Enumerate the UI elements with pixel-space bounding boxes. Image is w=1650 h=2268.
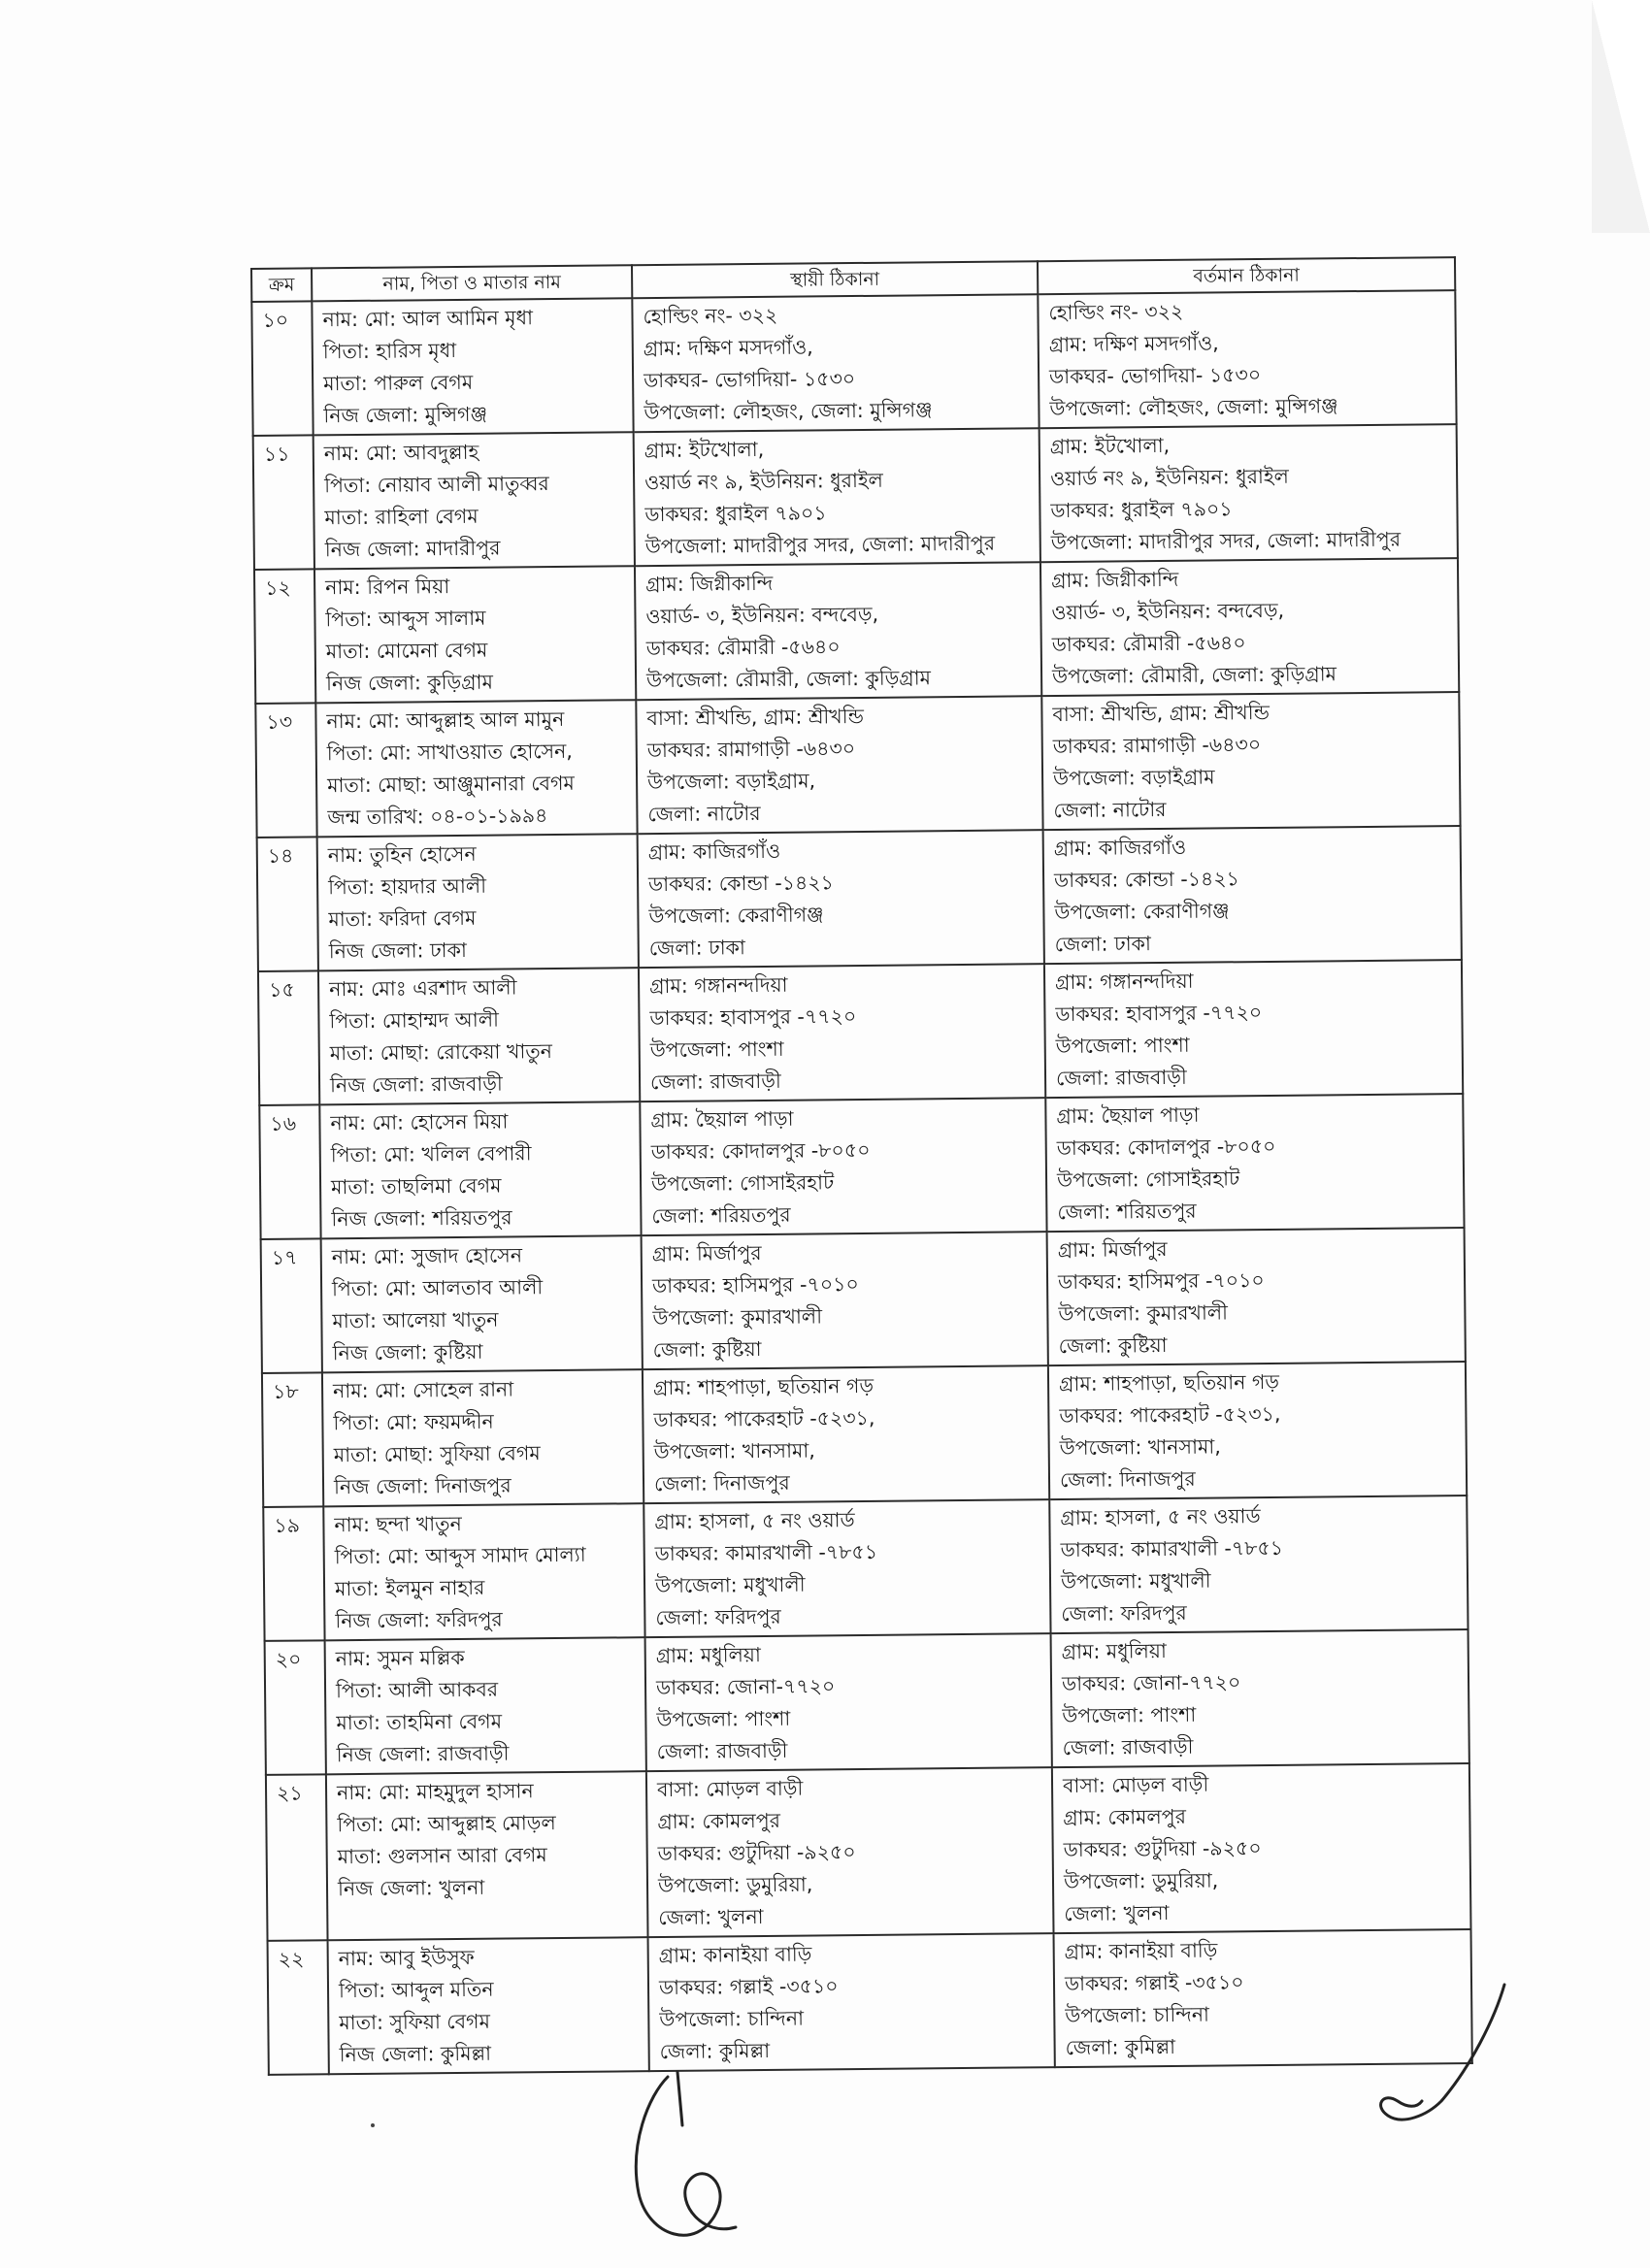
cell-permanent-address xyxy=(648,1933,1055,2071)
cell-name-line: নিজ জেলা: কুমিল্লা xyxy=(339,2041,492,2067)
cell-permanent-address-line: ডাকঘর: জোনা-৭৭২০ xyxy=(655,1674,836,1700)
cell-current-address xyxy=(1044,960,1463,1098)
cell-current-address-line: ওয়ার্ড- ৩, ইউনিয়ন: বন্দবেড়, xyxy=(1051,598,1285,625)
cell-permanent-address-line: জেলা: দিনাজপুর xyxy=(653,1470,790,1496)
cell-permanent-address xyxy=(642,1232,1048,1369)
cell-current-address-line: ডাকঘর: রামাগাড়ী -৬৪৩০ xyxy=(1052,733,1262,759)
cell-name-line: নিজ জেলা: শরিয়তপুর xyxy=(331,1205,512,1232)
table-row xyxy=(263,1496,1468,1641)
cell-name-line: নাম: মো: আল আমিন মৃধা xyxy=(322,306,534,332)
cell-name-line: মাতা: ইলমুন নাহার xyxy=(334,1575,485,1601)
cell-permanent-address-line: হোল্ডিং নং- ৩২২ xyxy=(643,303,778,329)
cell-permanent-address xyxy=(640,1098,1046,1235)
cell-current-address-line: জেলা: শরিয়তপুর xyxy=(1057,1199,1197,1225)
signature-left xyxy=(610,2067,765,2261)
cell-name-line: মাতা: ফরিদা বেগম xyxy=(328,905,477,932)
cell-permanent-address-line: গ্রাম: ছৈয়াল পাড়া xyxy=(650,1106,794,1133)
row-serial: ১৪ xyxy=(257,837,318,971)
table-row xyxy=(261,1228,1466,1373)
cell-current-address xyxy=(1051,1629,1469,1767)
page-fold-corner xyxy=(1592,0,1650,233)
cell-current-address-line: জেলা: রাজবাড়ী xyxy=(1062,1734,1194,1760)
cell-current-address-line: উপজেলা: লৌহজং, জেলা: মুন্সিগঞ্জ xyxy=(1049,394,1338,421)
cell-current-address xyxy=(1048,1362,1467,1499)
cell-permanent-address-line: জেলা: শরিয়তপুর xyxy=(651,1202,791,1229)
cell-name xyxy=(315,700,637,837)
cell-permanent-address-line: উপজেলা: পাংশা xyxy=(656,1706,791,1732)
cell-name-line: পিতা: নোয়াব আলী মাতুব্বর xyxy=(324,472,549,498)
cell-name-line: মাতা: সুফিয়া বেগম xyxy=(339,2009,491,2035)
cell-current-address-line: বাসা: শ্রীখন্ডি, গ্রাম: শ্রীখন্ডি xyxy=(1052,700,1270,727)
cell-name-line: নাম: মোঃ এরশাদ আলী xyxy=(329,975,517,1002)
cell-permanent-address-line: উপজেলা: মাদারীপুর সদর, জেলা: মাদারীপুর xyxy=(644,531,996,559)
table-row xyxy=(255,692,1460,838)
cell-current-address-line: জেলা: দিনাজপুর xyxy=(1059,1466,1196,1493)
cell-permanent-address-line: উপজেলা: ডুমুরিয়া, xyxy=(657,1872,813,1898)
cell-permanent-address xyxy=(639,964,1045,1101)
cell-current-address xyxy=(1041,692,1460,830)
cell-permanent-address-line: ডাকঘর: গুটুদিয়া -৯২৫০ xyxy=(657,1840,856,1866)
cell-permanent-address-line: উপজেলা: খানসামা, xyxy=(653,1438,815,1464)
cell-current-address-line: জেলা: ফরিদপুর xyxy=(1061,1600,1187,1627)
cell-current-address-line: ডাকঘর: ধুরাইল ৭৯০১ xyxy=(1050,497,1233,523)
cell-name-line: পিতা: হায়দার আলী xyxy=(328,873,487,900)
cell-name-line: নাম: মো: মাহমুদুল হাসান xyxy=(336,1779,534,1805)
cell-permanent-address-line: ডাকঘর- ভোগদিয়া- ১৫৩০ xyxy=(644,367,856,393)
cell-current-address xyxy=(1038,290,1456,428)
cell-name-line: মাতা: আলেয়া খাতুন xyxy=(332,1307,499,1333)
cell-current-address-line: ডাকঘর: কোন্ডা -১৪২১ xyxy=(1053,867,1240,893)
table-row xyxy=(266,1763,1471,1941)
cell-current-address-line: গ্রাম: ছৈয়াল পাড়া xyxy=(1056,1102,1200,1129)
cell-name-line: পিতা: মো: ফয়মদ্দীন xyxy=(333,1409,494,1435)
cell-name xyxy=(321,1235,643,1372)
cell-permanent-address-line: ডাকঘর: গল্লাই -৩৫১০ xyxy=(658,1974,839,2000)
cell-name-line: নাম: মো: সোহেল রানা xyxy=(332,1377,514,1403)
cell-current-address xyxy=(1052,1763,1471,1933)
cell-name-line: মাতা: তাছলিমা বেগম xyxy=(330,1173,502,1200)
header-name: নাম, পিতা ও মাতার নাম xyxy=(312,265,632,301)
cell-permanent-address-line: উপজেলা: চান্দিনা xyxy=(659,2006,805,2032)
cell-permanent-address-line: উপজেলা: লৌহজং, জেলা: মুন্সিগঞ্জ xyxy=(644,398,933,425)
row-serial: ১৮ xyxy=(262,1372,323,1507)
cell-name xyxy=(319,1101,641,1238)
cell-permanent-address-line: উপজেলা: কেরাণীগঞ্জ xyxy=(648,903,824,929)
cell-name-line: পিতা: মো: আব্দুস সামাদ মোল্যা xyxy=(334,1542,586,1569)
cell-current-address-line: উপজেলা: ডুমুরিয়া, xyxy=(1063,1868,1219,1894)
row-serial: ২০ xyxy=(265,1640,326,1775)
cell-name-line: মাতা: রাহিলা বেগম xyxy=(324,504,478,530)
cell-permanent-address-line: গ্রাম: হাসলা, ৫ নং ওয়ার্ড xyxy=(654,1508,855,1534)
cell-name-line: জন্ম তারিখ: ০৪-০১-১৯৯৪ xyxy=(327,804,548,830)
cell-name-line: নাম: মো: হোসেন মিয়া xyxy=(330,1109,509,1135)
cell-permanent-address-line: বাসা: মোড়ল বাড়ী xyxy=(656,1776,804,1802)
cell-name-line: নিজ জেলা: ঢাকা xyxy=(328,937,467,964)
table-row xyxy=(253,424,1458,570)
cell-current-address-line: উপজেলা: কেরাণীগঞ্জ xyxy=(1054,899,1230,925)
row-serial: ১২ xyxy=(254,569,315,704)
cell-current-address-line: গ্রাম: শাহপাড়া, ছতিয়ান গড় xyxy=(1058,1369,1280,1397)
cell-permanent-address-line: উপজেলা: বড়াইগ্রাম, xyxy=(646,769,816,795)
cell-permanent-address-line: ডাকঘর: রৌমারী -৫৬৪০ xyxy=(645,635,841,661)
cell-current-address-line: গ্রাম: কোমলপুর xyxy=(1063,1804,1187,1830)
cell-name-line: মাতা: মোছা: আঞ্জুমানারা বেগম xyxy=(327,771,575,798)
cell-name-line: নাম: ছন্দা খাতুন xyxy=(334,1511,462,1537)
cell-permanent-address-line: জেলা: ঢাকা xyxy=(648,936,746,961)
cell-permanent-address-line: ডাকঘর: পাকেরহাট -৫২৩১, xyxy=(653,1405,875,1432)
cell-name-line: পিতা: হারিস মৃধা xyxy=(322,338,457,364)
cell-name-line: মাতা: তাহমিনা বেগম xyxy=(336,1709,503,1735)
cell-permanent-address-line: উপজেলা: কুমারখালী xyxy=(652,1304,823,1331)
cell-current-address-line: উপজেলা: পাংশা xyxy=(1055,1033,1190,1059)
cell-permanent-address-line: জেলা: রাজবাড়ী xyxy=(649,1068,781,1095)
cell-name-line: নাম: মো: আব্দুল্লাহ আল মামুন xyxy=(326,707,565,734)
table-row xyxy=(258,960,1463,1105)
cell-current-address-line: জেলা: কুমিল্লা xyxy=(1065,2034,1176,2060)
cell-permanent-address-line: জেলা: নাটোর xyxy=(647,801,761,827)
cell-name-line: নিজ জেলা: কুড়িগ্রাম xyxy=(325,670,494,696)
cell-name-line: পিতা: মো: খলিল বেপারী xyxy=(330,1141,532,1167)
cell-name xyxy=(318,968,640,1104)
cell-permanent-address-line: জেলা: ফরিদপুর xyxy=(655,1604,781,1630)
cell-current-address-line: উপজেলা: রৌমারী, জেলা: কুড়িগ্রাম xyxy=(1051,662,1337,689)
cell-permanent-address-line: বাসা: শ্রীখন্ডি, গ্রাম: শ্রীখন্ডি xyxy=(646,704,865,731)
cell-permanent-address-line: ডাকঘর: ধুরাইল ৭৯০১ xyxy=(644,501,827,527)
cell-permanent-address-line: জেলা: রাজবাড়ী xyxy=(656,1738,788,1764)
cell-permanent-address xyxy=(643,1365,1049,1503)
cell-permanent-address-line: ডাকঘর: কোন্ডা -১৪২১ xyxy=(648,871,835,897)
cell-current-address-line: ডাকঘর- ভোগদিয়া- ১৫৩০ xyxy=(1048,363,1262,389)
cell-current-address xyxy=(1049,1496,1468,1633)
cell-current-address-line: উপজেলা: চান্দিনা xyxy=(1065,2002,1210,2028)
row-serial: ১৩ xyxy=(255,703,316,838)
cell-current-address-line: ডাকঘর: রৌমারী -৫৬৪০ xyxy=(1051,631,1246,657)
cell-current-address-line: গ্রাম: জিগ্নীকান্দি xyxy=(1051,567,1179,593)
cell-current-address-line: ডাকঘর: জোনা-৭৭২০ xyxy=(1061,1670,1241,1696)
cell-current-address-line: উপজেলা: খানসামা, xyxy=(1059,1434,1221,1461)
cell-name xyxy=(317,834,639,970)
cell-permanent-address xyxy=(636,696,1042,834)
cell-current-address xyxy=(1043,826,1462,964)
cell-current-address-line: গ্রাম: ইটখোলা, xyxy=(1049,433,1171,459)
cell-permanent-address-line: উপজেলা: গোসাইরহাট xyxy=(650,1170,835,1197)
cell-name-line: নাম: সুমন মল্লিক xyxy=(335,1645,465,1671)
cell-name-line: পিতা: মো: সাখাওয়াত হোসেন, xyxy=(326,739,573,766)
table-row xyxy=(262,1362,1467,1507)
cell-permanent-address-line: উপজেলা: রৌমারী, জেলা: কুড়িগ্রাম xyxy=(645,666,932,693)
cell-name-line: মাতা: মোমেনা বেগম xyxy=(325,638,488,664)
cell-name xyxy=(312,298,633,435)
cell-permanent-address-line: ডাকঘর: কোদালপুর -৮০৫০ xyxy=(650,1137,871,1165)
cell-permanent-address xyxy=(634,428,1040,566)
table-body xyxy=(251,290,1471,2075)
row-serial: ১০ xyxy=(251,301,313,436)
cell-name-line: পিতা: মোহাম্মদ আলী xyxy=(329,1007,500,1034)
cell-current-address-line: বাসা: মোড়ল বাড়ী xyxy=(1062,1772,1209,1798)
header-permanent-address: স্থায়ী ঠিকানা xyxy=(632,261,1038,298)
cell-current-address-line: উপজেলা: গোসাইরহাট xyxy=(1056,1167,1240,1193)
table-row xyxy=(268,1929,1472,2075)
row-serial: ১১ xyxy=(253,435,314,570)
cell-current-address-line: ডাকঘর: কামারখালী -৭৮৫১ xyxy=(1060,1535,1284,1562)
row-serial: ২২ xyxy=(268,1940,329,2075)
cell-permanent-address-line: গ্রাম: দক্ষিণ মসদগাঁও, xyxy=(643,335,813,361)
cell-permanent-address-line: গ্রাম: কানাইয়া বাড়ি xyxy=(658,1942,812,1968)
cell-name-line: নাম: মো: আবদুল্লাহ xyxy=(323,440,479,466)
cell-permanent-address-line: গ্রাম: জিগ্নীকান্দি xyxy=(645,571,774,597)
cell-current-address xyxy=(1045,1094,1464,1232)
cell-permanent-address-line: জেলা: কুমিল্লা xyxy=(659,2038,771,2064)
cell-current-address-line: ডাকঘর: গল্লাই -৩৫১০ xyxy=(1064,1970,1244,1996)
cell-current-address-line: জেলা: কুষ্টিয়া xyxy=(1058,1332,1168,1359)
cell-current-address xyxy=(1040,558,1459,696)
cell-current-address-line: উপজেলা: বড়াইগ্রাম xyxy=(1052,765,1215,791)
cell-name xyxy=(326,1771,648,1940)
cell-permanent-address-line: ওয়ার্ড- ৩, ইউনিয়ন: বন্দবেড়, xyxy=(645,602,879,629)
cell-name-line: পিতা: আব্দুল মতিন xyxy=(338,1977,494,2003)
cell-permanent-address-line: গ্রাম: শাহপাড়া, ছতিয়ান গড় xyxy=(652,1373,874,1400)
table-row xyxy=(251,290,1456,436)
cell-current-address-line: গ্রাম: গঙ্গানন্দদিয়া xyxy=(1054,969,1194,995)
table-row xyxy=(259,1094,1464,1239)
cell-name-line: পিতা: মো: আব্দুল্লাহ মোড়ল xyxy=(337,1811,556,1837)
cell-name xyxy=(314,566,636,703)
cell-name-line: পিতা: মো: আলতাব আলী xyxy=(331,1275,544,1301)
cell-name-line: নাম: আবু ইউসুফ xyxy=(338,1945,475,1971)
cell-current-address-line: ডাকঘর: পাকেরহাট -৫২৩১, xyxy=(1059,1401,1281,1429)
cell-permanent-address-line: গ্রাম: গঙ্গানন্দদিয়া xyxy=(649,972,788,999)
cell-permanent-address xyxy=(644,1499,1050,1637)
cell-name-line: নিজ জেলা: মাদারীপুর xyxy=(324,536,501,562)
header-current-address: বর্তমান ঠিকানা xyxy=(1038,257,1455,294)
cell-permanent-address-line: ডাকঘর: হাসিমপুর -৭০১০ xyxy=(651,1272,859,1298)
cell-current-address-line: গ্রাম: মধুলিয়া xyxy=(1061,1639,1167,1664)
cell-current-address xyxy=(1047,1228,1466,1365)
cell-permanent-address xyxy=(646,1767,1054,1937)
cell-permanent-address-line: ডাকঘর: রামাগাড়ী -৬৪৩০ xyxy=(646,737,856,763)
cell-current-address-line: জেলা: খুলনা xyxy=(1064,1900,1170,1926)
cell-name-line: মাতা: মোছা: রোকেয়া খাতুন xyxy=(329,1039,553,1066)
cell-current-address-line: ডাকঘর: হাসিমপুর -৭০১০ xyxy=(1057,1268,1265,1295)
cell-current-address-line: ডাকঘর: হাবাসপুর -৭৭২০ xyxy=(1055,1001,1263,1027)
cell-name-line: নাম: তুহিন হোসেন xyxy=(327,841,477,868)
cell-name-line: নাম: মো: সুজাদ হোসেন xyxy=(331,1243,523,1269)
row-serial: ২১ xyxy=(266,1774,328,1941)
cell-current-address-line: উপজেলা: মধুখালী xyxy=(1060,1568,1211,1594)
applicant-table xyxy=(250,256,1473,2076)
cell-name-line: পিতা: আব্দুস সালাম xyxy=(325,606,486,632)
stray-mark xyxy=(371,2123,375,2127)
cell-permanent-address-line: গ্রাম: মির্জাপুর xyxy=(651,1240,762,1266)
cell-current-address-line: ওয়ার্ড নং ৯, ইউনিয়ন: ধুরাইল xyxy=(1050,464,1289,491)
cell-current-address-line: গ্রাম: হাসলা, ৫ নং ওয়ার্ড xyxy=(1060,1504,1261,1530)
header-serial: ক্রম xyxy=(251,268,312,302)
cell-permanent-address xyxy=(638,830,1044,968)
cell-name-line: নিজ জেলা: ফরিদপুর xyxy=(335,1607,503,1633)
cell-permanent-address-line: গ্রাম: মধুলিয়া xyxy=(655,1643,761,1668)
cell-permanent-address-line: গ্রাম: ইটখোলা, xyxy=(644,437,765,463)
cell-current-address-line: জেলা: ঢাকা xyxy=(1054,932,1151,957)
cell-current-address-line: গ্রাম: কানাইয়া বাড়ি xyxy=(1064,1938,1218,1964)
cell-name-line: নিজ জেলা: রাজবাড়ী xyxy=(336,1741,510,1767)
cell-name-line: মাতা: গুলসান আরা বেগম xyxy=(337,1843,547,1869)
cell-name xyxy=(328,1937,649,2074)
cell-current-address-line: জেলা: রাজবাড়ী xyxy=(1055,1065,1187,1091)
cell-name xyxy=(314,432,635,569)
cell-current-address-line: হোল্ডিং নং- ৩২২ xyxy=(1048,299,1184,325)
cell-name-line: নিজ জেলা: মুন্সিগঞ্জ xyxy=(323,402,488,428)
cell-permanent-address-line: গ্রাম: কোমলপুর xyxy=(657,1808,781,1834)
cell-name-line: মাতা: মোছা: সুফিয়া বেগম xyxy=(333,1441,541,1467)
cell-current-address-line: গ্রাম: কাজিরগাঁও xyxy=(1053,835,1187,861)
cell-name-line: নিজ জেলা: রাজবাড়ী xyxy=(329,1071,503,1098)
cell-current-address-line: জেলা: নাটোর xyxy=(1053,797,1167,823)
cell-permanent-address-line: ওয়ার্ড নং ৯, ইউনিয়ন: ধুরাইল xyxy=(644,468,883,495)
cell-current-address-line: ডাকঘর: কোদালপুর -৮০৫০ xyxy=(1056,1134,1276,1161)
row-serial: ১৬ xyxy=(259,1104,320,1239)
cell-permanent-address xyxy=(645,1633,1052,1771)
cell-name-line: পিতা: আলী আকবর xyxy=(335,1677,499,1703)
row-serial: ১৯ xyxy=(263,1506,324,1641)
cell-name-line: মাতা: পারুল বেগম xyxy=(323,370,474,396)
cell-permanent-address-line: ডাকঘর: হাবাসপুর -৭৭২০ xyxy=(649,1004,857,1031)
cell-name-line: নাম: রিপন মিয়া xyxy=(325,575,450,600)
cell-permanent-address-line: উপজেলা: মধুখালী xyxy=(654,1572,806,1598)
cell-name xyxy=(322,1369,644,1506)
cell-name-line: নিজ জেলা: দিনাজপুর xyxy=(333,1473,512,1499)
cell-current-address-line: ডাকঘর: গুটুদিয়া -৯২৫০ xyxy=(1063,1836,1262,1862)
cell-name xyxy=(323,1503,644,1640)
cell-name-line: নিজ জেলা: খুলনা xyxy=(337,1875,485,1901)
cell-permanent-address xyxy=(635,562,1041,700)
table-row xyxy=(257,826,1462,971)
cell-permanent-address-line: উপজেলা: পাংশা xyxy=(649,1036,784,1063)
cell-current-address-line: উপজেলা: মাদারীপুর সদর, জেলা: মাদারীপুর xyxy=(1050,527,1402,555)
row-serial: ১৫ xyxy=(258,970,319,1105)
cell-current-address-line: উপজেলা: পাংশা xyxy=(1062,1702,1197,1728)
cell-current-address-line: গ্রাম: মির্জাপুর xyxy=(1057,1236,1168,1263)
cell-current-address xyxy=(1040,424,1458,562)
cell-permanent-address-line: গ্রাম: কাজিরগাঁও xyxy=(647,838,781,865)
signature-right xyxy=(1359,1980,1534,2135)
cell-permanent-address-line: জেলা: খুলনা xyxy=(658,1905,764,1930)
cell-current-address-line: উপজেলা: কুমারখালী xyxy=(1058,1300,1229,1327)
row-serial: ১৭ xyxy=(261,1238,322,1373)
table-row xyxy=(265,1629,1469,1775)
cell-name-line: নিজ জেলা: কুষ্টিয়া xyxy=(332,1339,483,1365)
cell-name xyxy=(325,1637,646,1774)
cell-permanent-address-line: ডাকঘর: কামারখালী -৭৮৫১ xyxy=(654,1539,878,1566)
cell-current-address-line: গ্রাম: দক্ষিণ মসদগাঁও, xyxy=(1048,331,1219,357)
table-row xyxy=(254,558,1459,704)
cell-permanent-address xyxy=(632,294,1039,432)
cell-permanent-address-line: জেলা: কুষ্টিয়া xyxy=(652,1336,762,1363)
